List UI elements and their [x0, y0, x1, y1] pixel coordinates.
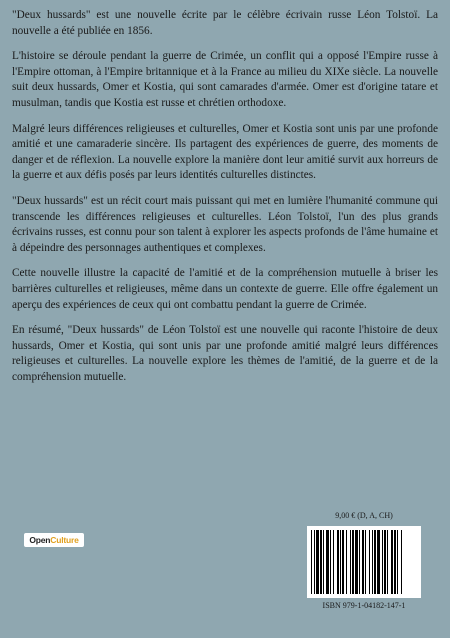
barcode-bar: [359, 530, 360, 594]
barcode-bar: [346, 530, 347, 594]
logo-text-culture: Culture: [50, 535, 79, 545]
barcode-bar: [394, 530, 396, 594]
paragraph-intro: "Deux hussards" est une nouvelle écrite par le célèbre écrivain russe Léon Tolstoï. La nouvelle a été publiée en 1856.: [12, 9, 438, 37]
barcode-bar: [397, 530, 398, 594]
barcode-bar: [316, 530, 319, 594]
barcode-bar: [372, 530, 373, 594]
paragraph-friendship: Malgré leurs différences religieuses et culturelles, Omer et Kostia sont unis par une profonde amitié et une camaraderie sincère. Ils partagent des expériences de guerre, des moments de danger et de réflexion. La nouvelle explore la manière dont leur amitié survit aux horreurs de la guerre et aux défis posés par leurs identités culturelles distinctes.: [12, 122, 438, 182]
logo-text-open: Open: [29, 535, 51, 545]
barcode-bar: [352, 530, 354, 594]
barcode-bars: [307, 526, 421, 598]
paragraph-setting: L'histoire se déroule pendant la guerre de Crimée, un conflit qui a opposé l'Empire russe à l'Empire ottoman, à l'Empire britannique et à la France au milieu du XIXe siècle. La nouvelle suit deux hussards, Omer et Kostia, qui sont camarades d'armée. Omer est d'origine tatare et musulman, tandis que Kostia est russe et chrétien orthodoxe.: [12, 50, 438, 109]
barcode-bar: [374, 530, 376, 594]
barcode-bar: [333, 530, 334, 594]
barcode-bar: [311, 530, 312, 594]
barcode-bar: [330, 530, 331, 594]
barcode-bar: [340, 530, 341, 594]
barcode-bar: [350, 530, 351, 594]
barcode-bar: [337, 530, 339, 594]
barcode-bar: [355, 530, 358, 594]
paragraph-themes: Cette nouvelle illustre la capacité de l'amitié et de la compréhension mutuelle à briser les barrières culturelles et religieuses, même dans un contexte de guerre. Elle offre également un aperçu des expériences de ceux qui ont combattu pendant la guerre de Crimée.: [12, 267, 438, 311]
isbn-label: ISBN 979-1-04182-147-1: [322, 601, 406, 610]
barcode-bar: [342, 530, 344, 594]
barcode-bar: [365, 530, 366, 594]
barcode-bar: [362, 530, 364, 594]
back-cover-text: [12, 8, 438, 395]
publisher-logo: [24, 533, 84, 547]
barcode-bar: [384, 530, 386, 594]
paragraph-humanity: "Deux hussards" est un récit court mais puissant qui met en lumière l'humanité commune qui transcende les différences religieuses et culturelles. Léon Tolstoï, l'un des plus grands écrivains russes, est connu pour son talent à explorer les aspects profonds de l'âme humaine et à dépeindre des personnages authentiques et complexes.: [12, 194, 438, 254]
barcode-bar: [377, 530, 380, 594]
price-label: 9,00 € (D, A, CH): [335, 511, 393, 520]
barcode: [307, 526, 421, 598]
paragraph-summary: En résumé, "Deux hussards" de Léon Tolstoï est une nouvelle qui raconte l'histoire de deux hussards, Omer et Kostia, qui sont unis par une profonde amitié malgré leurs différences religieuses et culturelles. La nouvelle explore les thèmes de l'amitié, de la guerre et de la compréhension mutuelle.: [12, 324, 438, 383]
barcode-bar: [391, 530, 393, 594]
barcode-bar: [314, 530, 315, 594]
barcode-bar: [401, 530, 402, 594]
barcode-bar: [320, 530, 322, 594]
barcode-bar: [382, 530, 383, 594]
barcode-bar: [369, 530, 370, 594]
barcode-bar: [326, 530, 329, 594]
barcode-bar: [387, 530, 388, 594]
barcode-bar: [323, 530, 324, 594]
